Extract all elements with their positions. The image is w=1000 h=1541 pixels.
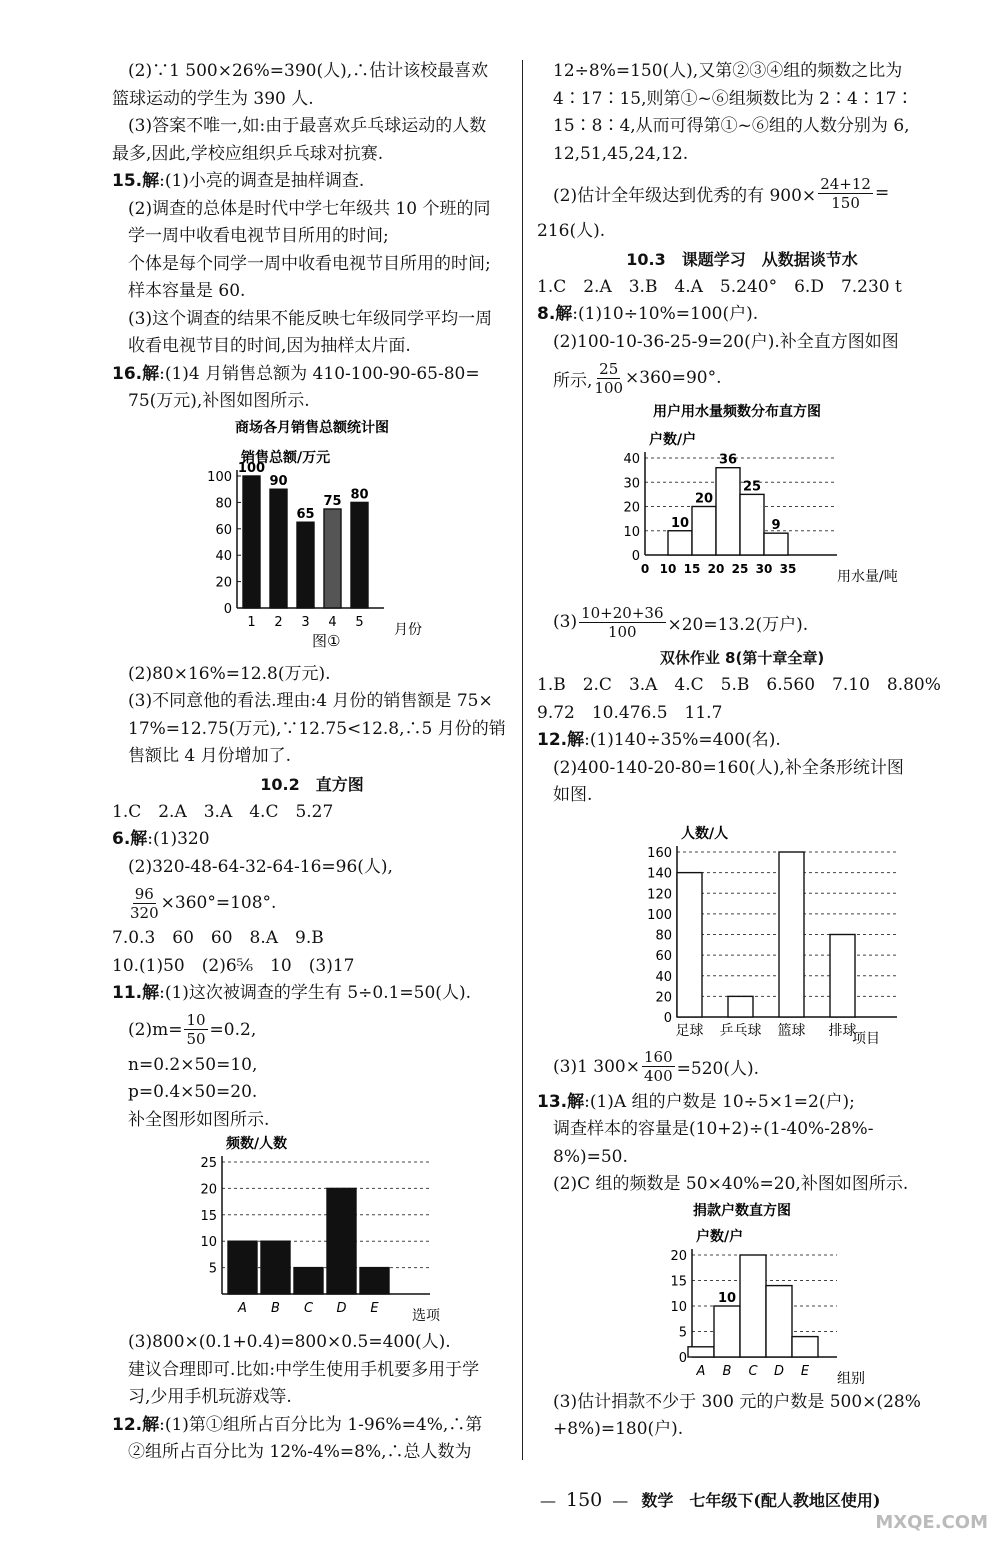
donation-histogram	[537, 1199, 947, 1389]
bar	[294, 1268, 323, 1294]
y-tick-label: 10	[670, 1299, 687, 1315]
y-axis-label: 销售总额/万元	[241, 449, 331, 466]
text-line: 建议合理即可.比如:中学生使用手机要多用于学	[128, 1359, 480, 1380]
fraction	[184, 1011, 207, 1048]
fraction	[130, 885, 159, 922]
x-tick-label: A	[238, 1301, 247, 1316]
answer-11	[112, 980, 512, 1008]
text: =520(人).	[676, 1059, 760, 1079]
data-label: 65	[296, 506, 315, 522]
text-line: (3)800×(0.1+0.4)=800×0.5=400(人).	[128, 1332, 451, 1352]
x-tick-label: E	[370, 1301, 379, 1316]
x-tick-label: D	[336, 1301, 347, 1316]
data-label: 36	[718, 452, 738, 468]
x-tick-label: C	[748, 1363, 758, 1379]
chart-title: 捐款户数直方图	[693, 1202, 791, 1219]
dash: —	[612, 1491, 629, 1510]
text: (2)估计全年级达到优秀的有 900×	[553, 185, 817, 206]
numerator: 10	[186, 1011, 206, 1029]
question-number: 13.解	[537, 1091, 585, 1112]
x-tick-label: 25	[731, 562, 749, 576]
y-tick-label: 80	[215, 495, 232, 511]
text: :(1)第①组所占百分比为 1-96%=4%,∴第	[159, 1414, 483, 1435]
y-tick-label: 5	[678, 1325, 687, 1340]
text-line: (3)答案不唯一,如:由于最喜欢乒乓球运动的人数	[128, 116, 487, 136]
text-line: 4∶17∶15,则第①~⑥组频数比为 2∶4∶17∶	[553, 88, 914, 109]
x-tick-label: 2	[274, 614, 283, 630]
data-label: 20	[694, 491, 714, 507]
fraction	[818, 175, 873, 212]
answer-15	[112, 168, 512, 196]
text: ×20=13.2(万户).	[667, 614, 809, 635]
bar	[830, 934, 855, 1017]
text-line: 收看电视节目的时间,因为抽样太片面.	[128, 336, 411, 356]
option-histogram	[112, 1134, 512, 1329]
y-tick-label: 40	[623, 452, 640, 467]
text-line: 如图.	[553, 785, 593, 805]
question-number: 8.解	[537, 304, 573, 324]
formula-line	[537, 356, 947, 400]
text-line: 12,51,45,24,12.	[553, 143, 689, 164]
x-tick-label: 3	[301, 614, 310, 630]
y-tick-label: 0	[678, 1350, 687, 1366]
x-axis-label: 组别	[837, 1370, 865, 1387]
text-line: (2)∵1 500×26%=390(人),∴估计该校最喜欢	[128, 61, 489, 81]
bar	[714, 1306, 740, 1357]
question-number: 11.解	[112, 983, 160, 1003]
denominator: 100	[607, 622, 637, 641]
text-line: 15∶8∶4,从而可得第①~⑥组的人数分别为 6,	[553, 116, 910, 136]
x-tick-label: 乒乓球	[719, 1022, 762, 1039]
formula-line	[537, 600, 947, 644]
text: :(1)小亮的调查是抽样调查.	[159, 171, 365, 191]
bar	[270, 489, 287, 608]
x-axis-label: 用水量/吨	[837, 569, 898, 585]
data-label: 75	[323, 493, 342, 509]
text-line: 学一周中收看电视节目所用的时间;	[128, 226, 389, 246]
formula-line	[112, 1008, 512, 1052]
answer-8	[537, 301, 947, 329]
data-label: 90	[269, 473, 288, 489]
y-axis-label: 人数/人	[681, 825, 729, 842]
text: (3)1 300×	[553, 1056, 640, 1077]
y-tick-label: 80	[655, 928, 672, 943]
text: =	[874, 183, 890, 203]
y-tick-label: 60	[655, 948, 672, 964]
text-line: 样本容量是 60.	[128, 281, 246, 301]
numerator: 160	[644, 1048, 673, 1066]
x-tick-label: 30	[755, 562, 773, 576]
text-line: (2)400-140-20-80=160(人),补全条形统计图	[553, 757, 904, 778]
bar	[677, 872, 702, 1016]
y-tick-label: 10	[623, 524, 640, 540]
text-line: (2)100-10-36-25-9=20(户).补全直方图如图	[553, 331, 899, 352]
bar	[740, 1255, 766, 1357]
text: (3)	[553, 612, 578, 632]
text: :(1)这次被调查的学生有 5÷0.1=50(人).	[159, 983, 471, 1003]
text-line: 售额比 4 月份增加了.	[128, 746, 292, 766]
dash: —	[540, 1491, 556, 1510]
answer-12	[112, 1412, 512, 1440]
y-tick-label: 20	[670, 1248, 687, 1264]
x-axis-label: 选项	[412, 1308, 440, 1324]
question-number: 15.解	[112, 171, 160, 191]
watermark: MXQE.COM	[875, 1512, 988, 1533]
data-label: 25	[742, 479, 762, 495]
y-tick-label: 120	[647, 886, 672, 902]
bar	[324, 509, 341, 608]
y-tick-label: 100	[647, 907, 672, 923]
x-tick-label: B	[271, 1301, 280, 1316]
x-tick-label: 1	[247, 614, 256, 630]
book-subject: 数学 七年级下(配人教地区使用)	[641, 1491, 881, 1510]
y-tick-label: 140	[647, 866, 672, 882]
x-tick-label: 10	[659, 562, 677, 576]
x-tick-label: A	[696, 1363, 706, 1379]
bar	[228, 1241, 257, 1294]
text-line: 8%)=50.	[553, 1146, 628, 1167]
text-line: 最多,因此,学校应组织乒乓球对抗赛.	[112, 143, 384, 164]
denominator: 400	[644, 1067, 673, 1085]
text: :(1)4 月销售总额为 410-100-90-65-80=	[159, 363, 480, 384]
right-column	[537, 58, 947, 1444]
y-tick-label: 0	[631, 549, 640, 564]
text-line: (2)320-48-64-32-64-16=96(人),	[128, 856, 393, 877]
text-line: 17%=12.75(万元),∵12.75<12.8,∴5 月份的销	[128, 718, 506, 739]
question-number: 12.解	[537, 730, 585, 750]
x-tick-label: 5	[355, 614, 364, 630]
text: =0.2,	[209, 1019, 257, 1040]
text-line: (3)这个调查的结果不能反映七年级同学平均一周	[128, 308, 493, 329]
x-tick-label: 0	[640, 562, 650, 576]
formula-line	[537, 168, 947, 218]
text-line: +8%)=180(户).	[553, 1419, 684, 1439]
question-number: 12.解	[112, 1414, 160, 1435]
numerator: 96	[134, 884, 154, 903]
formula-line	[112, 881, 512, 925]
sports-bar-chart	[537, 810, 947, 1045]
question-number: 6.解	[112, 829, 148, 849]
section-title: 10.3 课题学习 从数据谈节水	[626, 249, 858, 269]
text-line: 调查样本的容量是(10+2)÷(1-40%-28%-	[553, 1119, 874, 1139]
x-tick-label: 4	[328, 614, 337, 630]
numerator: 25	[599, 359, 619, 378]
text: 所示,	[553, 370, 593, 391]
y-tick-label: 40	[655, 969, 672, 985]
y-axis-label: 户数/户	[649, 432, 697, 448]
text: ×360=90°.	[625, 368, 722, 388]
text-line: (3)不同意他的看法.理由:4 月份的销售额是 75×	[128, 691, 493, 711]
bar	[716, 468, 740, 555]
bar	[297, 522, 314, 608]
section-title: 10.2 直方图	[260, 774, 364, 794]
text-line: (2)C 组的频数是 50×40%=20,补图如图所示.	[553, 1174, 909, 1194]
data-label: 80	[350, 486, 369, 502]
bar	[728, 996, 753, 1017]
fraction	[579, 604, 665, 641]
answer-16	[112, 361, 512, 389]
page-footer	[540, 1488, 881, 1511]
y-tick-label: 10	[200, 1235, 217, 1251]
sales-bar-chart	[112, 416, 512, 661]
text-line: 个体是每个同学一周中收看电视节目所用的时间;	[128, 253, 491, 274]
numerator: 24+12	[820, 174, 871, 193]
data-label: 100	[237, 460, 266, 476]
y-tick-label: 20	[200, 1182, 217, 1198]
text-line: 12÷8%=150(人),又第②③④组的频数之比为	[553, 61, 903, 81]
y-axis-label: 户数/户	[696, 1228, 744, 1245]
column-divider	[522, 60, 523, 1460]
x-tick-label: C	[303, 1301, 314, 1316]
y-tick-label: 20	[623, 500, 640, 516]
bar	[360, 1268, 389, 1294]
bar	[779, 852, 804, 1017]
text-line: 7.0.3 60 60 8.A 9.B	[112, 928, 324, 948]
denominator: 150	[831, 193, 860, 212]
text-line: 1.B 2.C 3.A 4.C 5.B 6.560 7.10 8.80%	[537, 675, 941, 695]
y-tick-label: 160	[647, 845, 672, 861]
y-tick-label: 5	[208, 1261, 217, 1277]
bar	[764, 533, 788, 555]
data-label: 9	[771, 518, 781, 534]
answer-12	[537, 727, 947, 755]
chart-caption: 图①	[312, 631, 341, 650]
text-line: 习,少用手机玩游戏等.	[128, 1387, 292, 1407]
formula-line	[537, 1045, 947, 1089]
bar	[766, 1285, 792, 1356]
answer-13	[537, 1089, 947, 1117]
fraction	[642, 1048, 675, 1085]
y-tick-label: 20	[215, 575, 232, 591]
bar	[261, 1241, 290, 1294]
text-line: ②组所占百分比为 12%-4%=8%,∴总人数为	[128, 1442, 472, 1462]
left-column	[112, 58, 512, 1467]
y-axis-label: 频数/人数	[226, 1136, 288, 1152]
x-tick-label: 足球	[675, 1022, 704, 1039]
text: ×360°=108°.	[160, 893, 277, 913]
bar	[243, 476, 260, 608]
x-tick-label: 35	[779, 562, 797, 576]
numerator: 10+20+36	[581, 603, 664, 622]
y-tick-label: 25	[200, 1156, 217, 1171]
y-tick-label: 60	[215, 522, 232, 538]
x-tick-label: 15	[683, 562, 701, 576]
bar	[792, 1336, 818, 1356]
x-tick-label: E	[800, 1363, 810, 1379]
x-axis-label: 月份	[394, 621, 422, 638]
x-tick-label: 篮球	[777, 1022, 806, 1039]
text: (2)m=	[128, 1019, 183, 1040]
denominator: 320	[130, 903, 159, 922]
text: :(1)320	[147, 829, 210, 849]
text-line: (2)调查的总体是时代中学七年级共 10 个班的同	[128, 198, 491, 219]
water-usage-histogram	[537, 400, 947, 600]
y-tick-label: 30	[623, 476, 640, 492]
bar	[351, 502, 368, 608]
bar	[327, 1188, 356, 1294]
data-label: 10	[670, 515, 690, 531]
chart-title: 用户用水量频数分布直方图	[653, 404, 821, 420]
page-number: 150	[566, 1489, 603, 1511]
text-line: 1.C 2.A 3.A 4.C 5.27	[112, 801, 334, 822]
y-tick-label: 0	[223, 601, 232, 617]
chart-title: 商场各月销售总额统计图	[235, 419, 389, 436]
text-line: (2)80×16%=12.8(万元).	[128, 663, 331, 684]
data-label: 10	[717, 1290, 737, 1306]
text-line: p=0.4×50=20.	[128, 1082, 258, 1102]
fraction	[594, 360, 623, 397]
x-tick-label: D	[773, 1363, 785, 1379]
text-line: 75(万元),补图如图所示.	[128, 391, 310, 411]
text-line: 补全图形如图所示.	[128, 1109, 270, 1130]
bar	[688, 1346, 714, 1356]
bar	[740, 494, 764, 555]
y-tick-label: 100	[207, 469, 232, 485]
y-tick-label: 0	[663, 1010, 672, 1026]
text-line: 216(人).	[537, 221, 606, 241]
text: :(1)140÷35%=400(名).	[584, 730, 781, 750]
y-tick-label: 15	[670, 1274, 687, 1289]
x-tick-label: 排球	[828, 1022, 857, 1039]
x-axis-label: 项目	[852, 1030, 880, 1045]
bar	[692, 507, 716, 556]
x-tick-label: 20	[707, 562, 725, 576]
question-number: 16.解	[112, 363, 160, 384]
section-title: 双休作业 8(第十章全章)	[659, 649, 825, 667]
bar	[668, 531, 692, 555]
text-line: 10.(1)50 (2)6⅚ 10 (3)17	[112, 955, 355, 976]
denominator: 100	[594, 378, 624, 397]
text-line: 9.72 10.476.5 11.7	[537, 702, 723, 723]
y-tick-label: 15	[200, 1208, 217, 1224]
text-line: (3)估计捐款不少于 300 元的户数是 500×(28%	[553, 1391, 921, 1412]
text: :(1)10÷10%=100(户).	[572, 304, 759, 324]
text: :(1)A 组的户数是 10÷5×1=2(户);	[584, 1091, 855, 1112]
text-line: n=0.2×50=10,	[128, 1054, 258, 1075]
x-tick-label: B	[722, 1363, 732, 1379]
denominator: 50	[186, 1030, 206, 1048]
y-tick-label: 20	[655, 989, 672, 1005]
text-line: 篮球运动的学生为 390 人.	[112, 88, 314, 109]
answer-6	[112, 826, 512, 854]
text-line: 1.C 2.A 3.B 4.A 5.240° 6.D 7.230 t	[537, 276, 902, 297]
y-tick-label: 40	[215, 548, 232, 564]
